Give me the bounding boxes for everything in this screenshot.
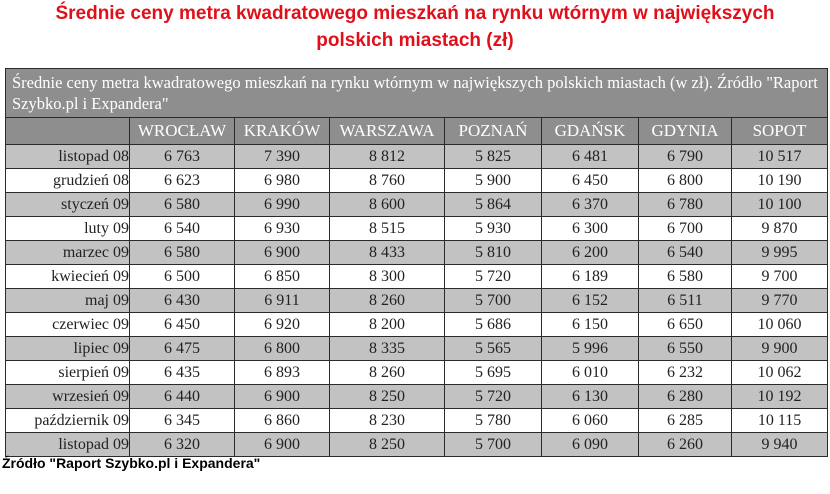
table-row [6,409,828,433]
price-cell: 6 450 [542,169,639,193]
column-header: GDYNIA [639,118,732,145]
price-cell: 6 980 [235,169,330,193]
table-row [6,289,828,313]
price-cell: 10 062 [732,361,828,385]
price-cell: 6 650 [639,313,732,337]
table-row [6,241,828,265]
column-header: SOPOT [732,118,828,145]
price-cell: 5 900 [445,169,542,193]
price-cell: 6 152 [542,289,639,313]
row-month: maj 09 [6,289,130,313]
price-cell: 6 990 [235,193,330,217]
column-header: GDAŃSK [542,118,639,145]
row-month: wrzesień 09 [6,385,130,409]
price-cell: 5 720 [445,385,542,409]
price-cell: 6 850 [235,265,330,289]
price-cell: 6 260 [639,433,732,457]
price-cell: 8 250 [330,385,445,409]
price-cell: 6 481 [542,145,639,169]
price-cell: 5 700 [445,433,542,457]
price-cell: 8 260 [330,361,445,385]
price-cell: 6 060 [542,409,639,433]
price-cell: 6 911 [235,289,330,313]
table-caption: Średnie ceny metra kwadratowego mieszkań na rynku wtórnym w największych polskich miastach (w zł). Źródło "Raport Szybko.pl i Expandera" [6,69,828,118]
row-month: styczeń 09 [6,193,130,217]
price-cell: 6 280 [639,385,732,409]
price-cell: 7 390 [235,145,330,169]
price-cell: 6 500 [130,265,235,289]
row-month: listopad 09 [6,433,130,457]
price-cell: 8 260 [330,289,445,313]
price-table [5,68,828,457]
price-cell: 6 540 [639,241,732,265]
price-cell: 6 893 [235,361,330,385]
price-cell: 6 800 [639,169,732,193]
price-cell: 8 760 [330,169,445,193]
price-cell: 6 920 [235,313,330,337]
price-cell: 6 345 [130,409,235,433]
price-cell: 6 900 [235,385,330,409]
price-cell: 9 995 [732,241,828,265]
price-cell: 5 695 [445,361,542,385]
price-cell: 10 190 [732,169,828,193]
price-cell: 5 780 [445,409,542,433]
price-cell: 6 860 [235,409,330,433]
price-cell: 6 435 [130,361,235,385]
price-cell: 6 800 [235,337,330,361]
column-header-empty [6,118,130,145]
price-cell: 6 090 [542,433,639,457]
price-cell: 5 996 [542,337,639,361]
table-row [6,313,828,337]
price-cell: 8 812 [330,145,445,169]
price-cell: 6 232 [639,361,732,385]
price-cell: 5 686 [445,313,542,337]
price-cell: 6 320 [130,433,235,457]
table-row [6,145,828,169]
row-month: marzec 09 [6,241,130,265]
row-month: czerwiec 09 [6,313,130,337]
source-note: Źródło "Raport Szybko.pl i Expandera" [2,455,261,471]
title-line-1: Średnie ceny metra kwadratowego mieszkań na rynku wtórnym w największych [55,3,775,24]
price-cell: 5 700 [445,289,542,313]
price-cell: 6 580 [130,193,235,217]
price-cell: 8 200 [330,313,445,337]
row-month: kwiecień 09 [6,265,130,289]
price-cell: 6 200 [542,241,639,265]
price-cell: 6 763 [130,145,235,169]
price-cell: 5 864 [445,193,542,217]
table-row [6,433,828,457]
price-cell: 10 100 [732,193,828,217]
price-cell: 6 285 [639,409,732,433]
price-cell: 6 900 [235,241,330,265]
price-cell: 5 930 [445,217,542,241]
price-cell: 6 623 [130,169,235,193]
column-header: WROCŁAW [130,118,235,145]
table-row [6,193,828,217]
price-cell: 6 900 [235,433,330,457]
price-cell: 6 450 [130,313,235,337]
price-cell: 6 300 [542,217,639,241]
price-cell: 8 230 [330,409,445,433]
price-cell: 6 475 [130,337,235,361]
price-cell: 8 600 [330,193,445,217]
price-cell: 6 540 [130,217,235,241]
price-cell: 6 511 [639,289,732,313]
row-month: lipiec 09 [6,337,130,361]
row-month: sierpień 09 [6,361,130,385]
table-row [6,385,828,409]
price-cell: 6 010 [542,361,639,385]
table-row [6,169,828,193]
price-cell: 6 440 [130,385,235,409]
price-cell: 6 550 [639,337,732,361]
price-cell: 8 300 [330,265,445,289]
table-row [6,265,828,289]
price-cell: 10 192 [732,385,828,409]
price-cell: 5 720 [445,265,542,289]
price-cell: 6 130 [542,385,639,409]
price-cell: 6 780 [639,193,732,217]
price-cell: 5 825 [445,145,542,169]
page-title [0,0,830,54]
price-cell: 6 580 [130,241,235,265]
price-cell: 10 517 [732,145,828,169]
row-month: grudzień 08 [6,169,130,193]
price-cell: 9 900 [732,337,828,361]
price-cell: 6 189 [542,265,639,289]
price-cell: 5 565 [445,337,542,361]
price-cell: 8 515 [330,217,445,241]
column-header: WARSZAWA [330,118,445,145]
price-cell: 6 700 [639,217,732,241]
price-cell: 9 700 [732,265,828,289]
price-cell: 6 430 [130,289,235,313]
table-row [6,361,828,385]
price-cell: 8 335 [330,337,445,361]
table-row [6,337,828,361]
price-cell: 8 433 [330,241,445,265]
row-month: październik 09 [6,409,130,433]
price-cell: 9 770 [732,289,828,313]
price-cell: 6 370 [542,193,639,217]
row-month: listopad 08 [6,145,130,169]
price-cell: 8 250 [330,433,445,457]
price-cell: 6 150 [542,313,639,337]
price-cell: 6 930 [235,217,330,241]
price-cell: 10 115 [732,409,828,433]
price-cell: 5 810 [445,241,542,265]
table-body [6,145,828,457]
table-row [6,217,828,241]
price-cell: 6 580 [639,265,732,289]
price-cell: 9 870 [732,217,828,241]
column-header: POZNAŃ [445,118,542,145]
title-line-2: polskich miastach (zł) [316,30,514,51]
price-cell: 9 940 [732,433,828,457]
column-header-row [6,118,828,145]
price-cell: 6 790 [639,145,732,169]
price-cell: 10 060 [732,313,828,337]
column-header: KRAKÓW [235,118,330,145]
row-month: luty 09 [6,217,130,241]
